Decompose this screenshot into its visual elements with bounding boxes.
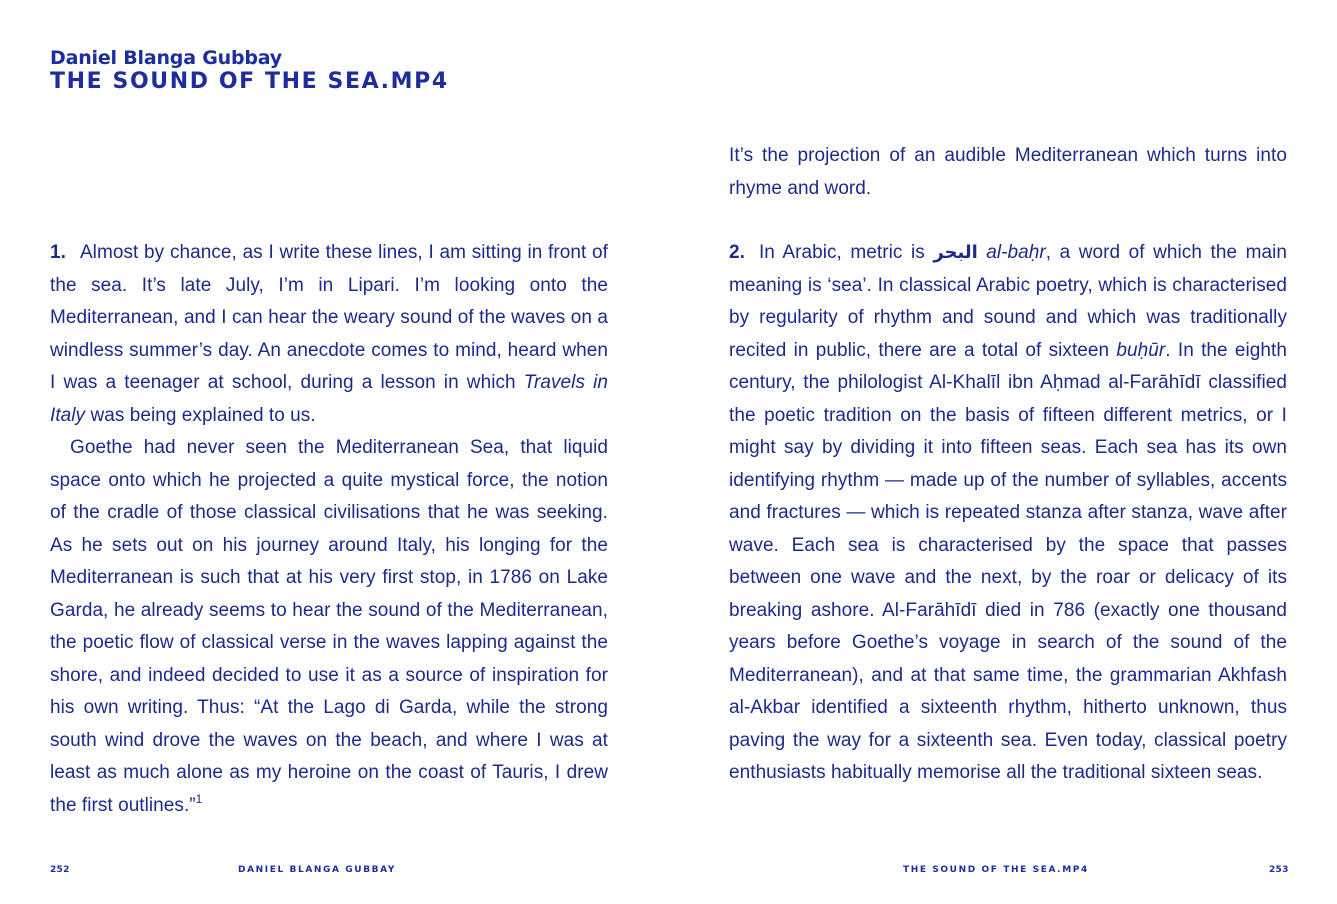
- section-1-paragraph-1: [50, 237, 608, 432]
- running-footer-left: DANIEL BLANGA GUBBAY: [238, 865, 396, 875]
- arabic-word: البحر: [933, 242, 978, 263]
- page-number-left: 252: [50, 865, 70, 875]
- section-2-paragraph: [729, 237, 1287, 790]
- body-text: . In the eighth century, the philologist Al-Khalīl ibn Aḥmad al-Farāhīdī classified the poetic tradition on the basis of fifteen different metrics, or I might say by dividing it into fifteen seas. Each sea has its own identifying rhythm — made up of the number of syllables, accents and fractures — which is repeated stanza after stanza, wave after wave. Each sea is characterised by the space that passes between one wave and the next, by the roar or delicacy of its breaking ashore. Al-Farāhīdī died in 786 (exactly one thousand years before Goethe’s voyage in search of the sound of the Mediterranean), and at that same time, the grammarian Akhfash al-Akbar identified a sixteenth rhythm, hitherto unknown, thus paving the way for a sixteenth sea. Even today, classical poetry enthusiasts habitually memorise all the traditional sixteen seas.: [729, 339, 1287, 783]
- body-text: , a word of which the main meaning is ‘sea’. In classical Arabic poetry, which is characterised by regularity of rhythm and sound and which was traditionally recited in public, there are a total of sixteen: [729, 242, 1287, 361]
- plural-term: buḥūr: [1116, 339, 1166, 361]
- running-footer-right: THE SOUND OF THE SEA.MP4: [903, 865, 1089, 875]
- book-title: Travels in Italy: [50, 372, 608, 426]
- right-page-body: [729, 237, 1287, 790]
- right-page-continuation: [729, 140, 1287, 205]
- footnote-reference: 1: [195, 791, 203, 806]
- continuation-paragraph: It’s the projection of an audible Mediterranean which turns into rhyme and word.: [729, 145, 1287, 199]
- chapter-author: Daniel Blanga Gubbay: [50, 47, 282, 69]
- chapter-title: THE SOUND OF THE SEA.MP4: [50, 69, 449, 94]
- left-page-body: [50, 237, 608, 822]
- section-number: 1.: [50, 242, 66, 263]
- body-text: Goethe had never seen the Mediterranean Sea, that liquid space onto which he projected a quite mystical force, the notion of the cradle of those classical civilisations that he was seeking. As he sets out on his journey around Italy, his longing for the Mediterranean is such that at his very first stop, in 1786 on Lake Garda, he already seems to hear the sound of the Mediterranean, the poetic flow of classical verse in the waves lapping against the shore, and indeed decided to use it as a source of inspiration for his own writing. Thus: “At the Lago di Garda, while the strong south wind drove the waves on the beach, and where I was at least as much alone as my heroine on the coast of Tauris, I drew the first outlines.”: [50, 437, 608, 816]
- body-text: was being explained to us.: [85, 404, 316, 426]
- chapter-header: [50, 46, 449, 94]
- body-text: In Arabic, metric is: [758, 242, 934, 263]
- page-number-right: 253: [1269, 865, 1289, 875]
- body-text: Almost by chance, as I write these lines, I am sitting in front of the sea. It’s late July, I’m in Lipari. I’m looking onto the Mediterranean, and I can hear the weary sound of the waves on a windless summer’s day. An anecdote comes to mind, heard when I was a teenager at school, during a lesson in which: [50, 242, 608, 393]
- section-1-paragraph-2: [50, 432, 608, 822]
- transliteration: al-baḥr: [986, 242, 1046, 263]
- section-number: 2.: [729, 242, 745, 263]
